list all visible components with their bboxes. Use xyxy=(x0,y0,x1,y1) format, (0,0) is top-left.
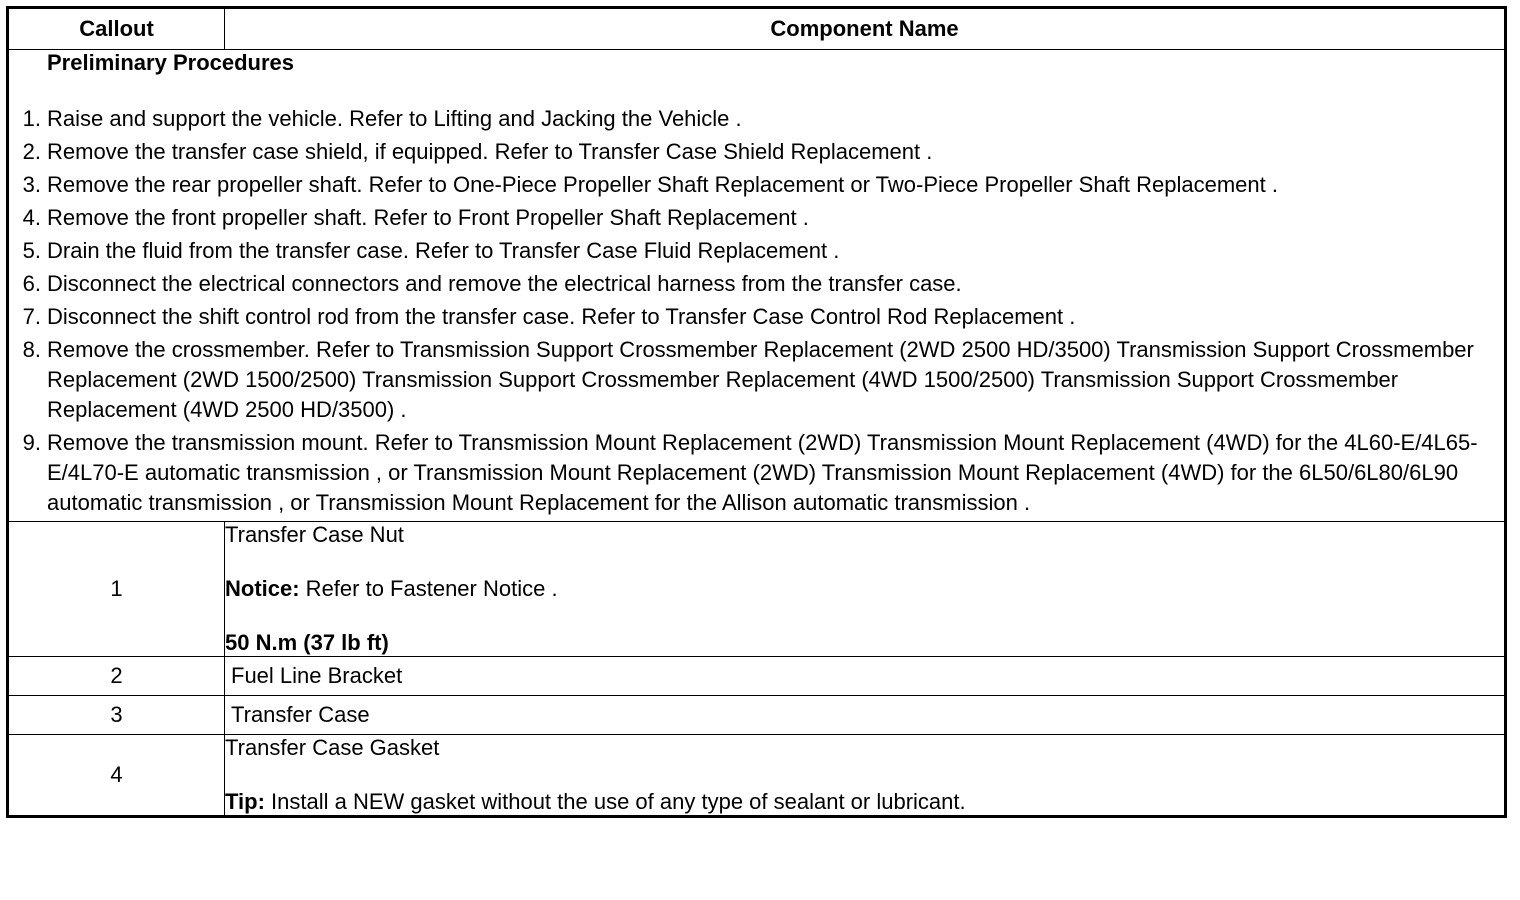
table-row xyxy=(8,696,1506,735)
component-name: Transfer Case Nut xyxy=(225,522,404,547)
step-text: Raise and support the vehicle. Refer to Lifting and Jacking the Vehicle . xyxy=(47,106,742,131)
preliminary-title: Preliminary Procedures xyxy=(47,50,295,75)
header-row xyxy=(8,8,1506,50)
step-text: Remove the crossmember. Refer to Transmission Support Crossmember Replacement (2WD 2500 HD/3500) Transmission Support Crossmember Replacement (2WD 1500/2500) Transmission Support Crossmember Replacement (4WD 1500/2500) Transmission Support Crossmember Replacement (4WD 2500 HD/3500) . xyxy=(47,337,1474,422)
tip-text: Install a NEW gasket without the use of any type of sealant or lubricant. xyxy=(264,789,966,814)
step-number: 1. xyxy=(22,106,41,131)
preliminary-procedures xyxy=(8,50,1506,522)
component-cell xyxy=(225,522,1506,657)
component-name: Fuel Line Bracket xyxy=(225,657,1506,696)
step-item xyxy=(9,302,1504,332)
step-text: Disconnect the shift control rod from the transfer case. Refer to Transfer Case Control Rod Replacement . xyxy=(47,304,1076,329)
tip-line xyxy=(225,789,1504,815)
step-text: Disconnect the electrical connectors and remove the electrical harness from the transfer case. xyxy=(47,271,962,296)
step-item xyxy=(9,137,1504,167)
step-item xyxy=(9,428,1504,518)
step-number: 2. xyxy=(22,139,41,164)
step-item xyxy=(9,104,1504,134)
header-callout: Callout xyxy=(8,8,225,50)
step-text: Remove the rear propeller shaft. Refer to One-Piece Propeller Shaft Replacement or Two-Piece Propeller Shaft Replacement . xyxy=(47,172,1278,197)
step-number: 5. xyxy=(22,238,41,263)
step-item xyxy=(9,203,1504,233)
step-text: Remove the front propeller shaft. Refer to Front Propeller Shaft Replacement . xyxy=(47,205,809,230)
step-number: 7. xyxy=(22,304,41,329)
torque-spec: 50 N.m (37 lb ft) xyxy=(225,630,389,655)
step-number: 4. xyxy=(22,205,41,230)
callout-number: 2 xyxy=(8,657,225,696)
step-item xyxy=(9,269,1504,299)
callout-number: 3 xyxy=(8,696,225,735)
callout-number: 4 xyxy=(8,735,225,817)
component-name: Transfer Case xyxy=(225,696,1506,735)
step-text: Remove the transfer case shield, if equipped. Refer to Transfer Case Shield Replacement . xyxy=(47,139,933,164)
tip-label: Tip: xyxy=(225,789,265,814)
preliminary-row xyxy=(8,50,1506,522)
step-item xyxy=(9,335,1504,425)
step-number: 9. xyxy=(22,430,41,455)
callout-number: 1 xyxy=(8,522,225,657)
table-row xyxy=(8,522,1506,657)
preliminary-steps xyxy=(9,104,1504,518)
notice-line xyxy=(225,576,1504,602)
procedure-table xyxy=(6,6,1507,818)
step-item xyxy=(9,236,1504,266)
step-number: 8. xyxy=(22,337,41,362)
component-name: Transfer Case Gasket xyxy=(225,735,440,760)
header-component-name: Component Name xyxy=(225,8,1506,50)
step-item xyxy=(9,170,1504,200)
step-number: 3. xyxy=(22,172,41,197)
step-text: Remove the transmission mount. Refer to Transmission Mount Replacement (2WD) Transmission Mount Replacement (4WD) for the 4L60-E/4L65-E/4L70-E automatic transmission , or Transmission Mount Replacement (2WD) Transmission Mount Replacement (4WD) for the 6L50/6L80/6L90 automatic transmission , or Transmission Mount Replacement for the Allison automatic transmission . xyxy=(47,430,1478,515)
table-row xyxy=(8,735,1506,817)
step-text: Drain the fluid from the transfer case. Refer to Transfer Case Fluid Replacement . xyxy=(47,238,840,263)
component-cell xyxy=(225,735,1506,817)
notice-label: Notice: xyxy=(225,576,300,601)
step-number: 6. xyxy=(22,271,41,296)
table-row xyxy=(8,657,1506,696)
notice-text: Refer to Fastener Notice . xyxy=(299,576,558,601)
